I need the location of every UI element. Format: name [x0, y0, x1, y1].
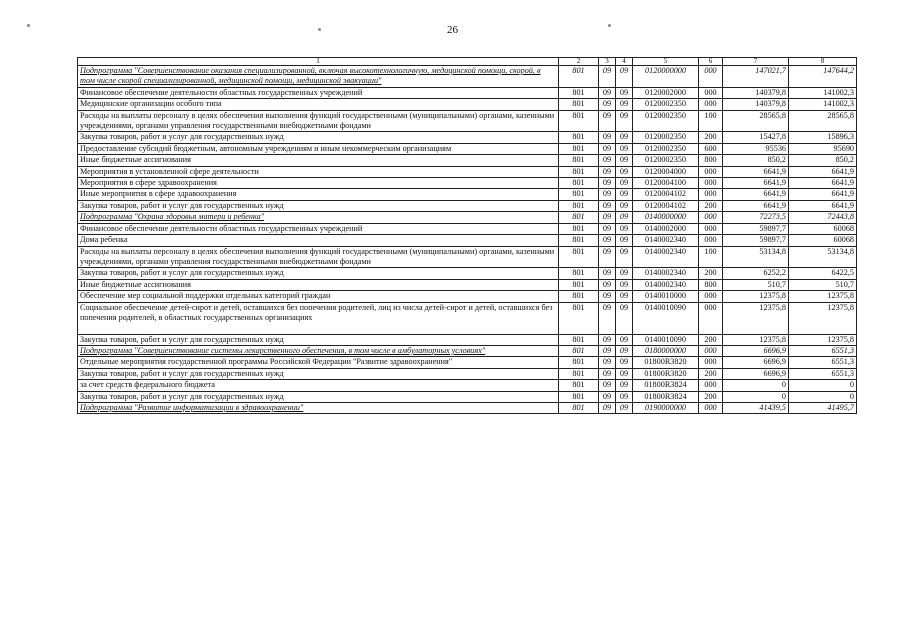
table-body [78, 58, 857, 414]
expense-type-cell: 000 [699, 291, 723, 302]
row-name-cell: Закупка товаров, работ и услуг для государственных нужд [78, 132, 559, 143]
amount-year2-cell: 12375,8 [789, 302, 857, 334]
subsection-code-cell: 09 [616, 391, 633, 402]
chapter-code-cell: 09 [599, 345, 616, 356]
amount-year1-cell: 140379,8 [723, 99, 789, 110]
expense-type-cell: 000 [699, 166, 723, 177]
amount-year2-cell: 141002,3 [789, 87, 857, 98]
amount-year2-cell: 6641,9 [789, 166, 857, 177]
chapter-code-cell: 09 [599, 143, 616, 154]
expense-type-cell: 200 [699, 132, 723, 143]
subsection-code-cell: 09 [616, 302, 633, 334]
chapter-code-cell: 09 [599, 357, 616, 368]
amount-year1-cell: 147021,7 [723, 66, 789, 88]
expense-type-cell: 800 [699, 279, 723, 290]
chapter-code-cell: 09 [599, 132, 616, 143]
chapter-code-cell: 09 [599, 235, 616, 246]
scan-speck [318, 28, 321, 31]
header-cell: 8 [789, 58, 857, 66]
table-row [78, 178, 857, 189]
section-code-cell: 801 [559, 110, 599, 132]
row-name-cell: Иные бюджетные ассигнования [78, 155, 559, 166]
table-row [78, 66, 857, 88]
amount-year1-cell: 6696,9 [723, 357, 789, 368]
subsection-code-cell: 09 [616, 178, 633, 189]
chapter-code-cell: 09 [599, 268, 616, 279]
subsection-code-cell: 09 [616, 66, 633, 88]
scan-speck [27, 24, 30, 27]
table-row [78, 402, 857, 413]
table-row [78, 110, 857, 132]
target-article-cell: 0140002340 [633, 246, 699, 268]
row-name-cell: Медицинские организации особого типа [78, 99, 559, 110]
table-row [78, 334, 857, 345]
section-code-cell: 801 [559, 268, 599, 279]
section-code-cell: 801 [559, 189, 599, 200]
target-article-cell: 0120004100 [633, 178, 699, 189]
amount-year2-cell: 147644,2 [789, 66, 857, 88]
expense-type-cell: 000 [699, 345, 723, 356]
section-code-cell: 801 [559, 391, 599, 402]
section-code-cell: 801 [559, 223, 599, 234]
subsection-code-cell: 09 [616, 189, 633, 200]
scan-speck [608, 24, 611, 27]
amount-year2-cell: 72443,8 [789, 212, 857, 223]
target-article-cell: 01800R3820 [633, 368, 699, 379]
amount-year1-cell: 59897,7 [723, 235, 789, 246]
expense-type-cell: 000 [699, 402, 723, 413]
chapter-code-cell: 09 [599, 178, 616, 189]
section-code-cell: 801 [559, 345, 599, 356]
chapter-code-cell: 09 [599, 66, 616, 88]
amount-year1-cell: 0 [723, 391, 789, 402]
subsection-code-cell: 09 [616, 212, 633, 223]
header-cell: 4 [616, 58, 633, 66]
target-article-cell: 0140002340 [633, 235, 699, 246]
expense-type-cell: 000 [699, 357, 723, 368]
header-cell: 5 [633, 58, 699, 66]
subsection-code-cell: 09 [616, 223, 633, 234]
subsection-code-cell: 09 [616, 235, 633, 246]
expense-type-cell: 200 [699, 200, 723, 211]
header-cell: 6 [699, 58, 723, 66]
amount-year2-cell: 141002,3 [789, 99, 857, 110]
amount-year2-cell: 60068 [789, 235, 857, 246]
section-code-cell: 801 [559, 357, 599, 368]
subsection-code-cell: 09 [616, 155, 633, 166]
amount-year2-cell: 850,2 [789, 155, 857, 166]
chapter-code-cell: 09 [599, 279, 616, 290]
table-row [78, 246, 857, 268]
row-name-cell: Расходы на выплаты персоналу в целях обеспечения выполнения функций государственными (муниципальными) органами, казенными учреждениями, органами управления государственными внебюджетными фондами [78, 246, 559, 268]
chapter-code-cell: 09 [599, 87, 616, 98]
row-name-cell: Закупка товаров, работ и услуг для государственных нужд [78, 200, 559, 211]
target-article-cell: 01800R3824 [633, 380, 699, 391]
row-name-cell: Отдельные мероприятия государственной программы Российской Федерации "Развитие здравоохранения" [78, 357, 559, 368]
table-row [78, 212, 857, 223]
section-code-cell: 801 [559, 66, 599, 88]
chapter-code-cell: 09 [599, 212, 616, 223]
amount-year1-cell: 12375,8 [723, 334, 789, 345]
subsection-code-cell: 09 [616, 143, 633, 154]
subsection-code-cell: 09 [616, 291, 633, 302]
chapter-code-cell: 09 [599, 380, 616, 391]
expense-type-cell: 000 [699, 212, 723, 223]
section-code-cell: 801 [559, 246, 599, 268]
header-cell: 7 [723, 58, 789, 66]
subsection-code-cell: 09 [616, 110, 633, 132]
amount-year2-cell: 12375,8 [789, 334, 857, 345]
row-name-cell: Расходы на выплаты персоналу в целях обеспечения выполнения функций государственными (муниципальными) органами, казенными учреждениями, органами управления государственными внебюджетными фондами [78, 110, 559, 132]
section-code-cell: 801 [559, 132, 599, 143]
amount-year1-cell: 15427,8 [723, 132, 789, 143]
subsection-code-cell: 09 [616, 334, 633, 345]
section-code-cell: 801 [559, 99, 599, 110]
section-code-cell: 801 [559, 143, 599, 154]
subsection-code-cell: 09 [616, 268, 633, 279]
amount-year2-cell: 6641,9 [789, 200, 857, 211]
budget-table [77, 57, 857, 414]
amount-year2-cell: 53134,8 [789, 246, 857, 268]
page-number: 26 [447, 24, 458, 36]
section-code-cell: 801 [559, 291, 599, 302]
expense-type-cell: 000 [699, 87, 723, 98]
subsection-code-cell: 09 [616, 132, 633, 143]
table-row [78, 368, 857, 379]
subsection-code-cell: 09 [616, 402, 633, 413]
target-article-cell: 0140002340 [633, 279, 699, 290]
chapter-code-cell: 09 [599, 391, 616, 402]
chapter-code-cell: 09 [599, 402, 616, 413]
chapter-code-cell: 09 [599, 200, 616, 211]
amount-year1-cell: 6696,9 [723, 368, 789, 379]
table-row [78, 268, 857, 279]
subsection-code-cell: 09 [616, 246, 633, 268]
target-article-cell: 0120004102 [633, 189, 699, 200]
subsection-code-cell: 09 [616, 380, 633, 391]
expense-type-cell: 000 [699, 380, 723, 391]
row-name-cell: Подпрограмма "Совершенствование оказания специализированной, включая высокотехнологичную, медицинской помощи, скорой, в том числе скорой специализированной, медицинской помощи, медицинской эвакуации" [78, 66, 559, 88]
chapter-code-cell: 09 [599, 246, 616, 268]
amount-year1-cell: 12375,8 [723, 291, 789, 302]
subsection-code-cell: 09 [616, 279, 633, 290]
table-row [78, 143, 857, 154]
target-article-cell: 0140010090 [633, 302, 699, 334]
subsection-code-cell: 09 [616, 200, 633, 211]
section-code-cell: 801 [559, 368, 599, 379]
chapter-code-cell: 09 [599, 99, 616, 110]
subsection-code-cell: 09 [616, 166, 633, 177]
table-row [78, 235, 857, 246]
target-article-cell: 01800R3820 [633, 357, 699, 368]
row-name-cell: Иные мероприятия в сфере здравоохранения [78, 189, 559, 200]
target-article-cell: 0140000000 [633, 212, 699, 223]
amount-year1-cell: 41439,5 [723, 402, 789, 413]
amount-year1-cell: 6252,2 [723, 268, 789, 279]
chapter-code-cell: 09 [599, 110, 616, 132]
expense-type-cell: 000 [699, 99, 723, 110]
subsection-code-cell: 09 [616, 345, 633, 356]
row-name-cell: Обеспечение мер социальной поддержки отдельных категорий граждан [78, 291, 559, 302]
target-article-cell: 0180000000 [633, 345, 699, 356]
amount-year1-cell: 6641,9 [723, 178, 789, 189]
header-cell: 1 [78, 58, 559, 66]
expense-type-cell: 000 [699, 178, 723, 189]
section-code-cell: 801 [559, 178, 599, 189]
amount-year2-cell: 6551,3 [789, 345, 857, 356]
table-row [78, 345, 857, 356]
target-article-cell: 0120002350 [633, 143, 699, 154]
row-name-cell: Закупка товаров, работ и услуг для государственных нужд [78, 268, 559, 279]
section-code-cell: 801 [559, 279, 599, 290]
section-code-cell: 801 [559, 334, 599, 345]
section-code-cell: 801 [559, 155, 599, 166]
expense-type-cell: 200 [699, 268, 723, 279]
subsection-code-cell: 09 [616, 357, 633, 368]
amount-year2-cell: 0 [789, 391, 857, 402]
chapter-code-cell: 09 [599, 155, 616, 166]
amount-year1-cell: 6696,9 [723, 345, 789, 356]
expense-type-cell: 200 [699, 391, 723, 402]
target-article-cell: 0120000000 [633, 66, 699, 88]
chapter-code-cell: 09 [599, 189, 616, 200]
row-name-cell: Подпрограмма "Охрана здоровья матери и ребенка" [78, 212, 559, 223]
target-article-cell: 0190000000 [633, 402, 699, 413]
section-code-cell: 801 [559, 212, 599, 223]
target-article-cell: 0120002350 [633, 155, 699, 166]
amount-year1-cell: 6641,9 [723, 200, 789, 211]
row-name-cell: Подпрограмма "Совершенствование системы лекарственного обеспечения, в том числе в амбулаторных условиях" [78, 345, 559, 356]
table-row [78, 380, 857, 391]
chapter-code-cell: 09 [599, 302, 616, 334]
amount-year1-cell: 0 [723, 380, 789, 391]
expense-type-cell: 000 [699, 66, 723, 88]
amount-year2-cell: 95690 [789, 143, 857, 154]
expense-type-cell: 000 [699, 223, 723, 234]
amount-year2-cell: 15896,3 [789, 132, 857, 143]
row-name-cell: Закупка товаров, работ и услуг для государственных нужд [78, 334, 559, 345]
row-name-cell: Дома ребенка [78, 235, 559, 246]
header-cell: 2 [559, 58, 599, 66]
table-row [78, 391, 857, 402]
row-name-cell: Мероприятия в установленной сфере деятельности [78, 166, 559, 177]
table-row [78, 302, 857, 334]
row-name-cell: Подпрограмма "Развитие информатизации в здравоохранении" [78, 402, 559, 413]
amount-year1-cell: 59897,7 [723, 223, 789, 234]
amount-year2-cell: 510,7 [789, 279, 857, 290]
section-code-cell: 801 [559, 302, 599, 334]
table-row [78, 357, 857, 368]
amount-year2-cell: 6641,9 [789, 178, 857, 189]
amount-year2-cell: 6551,3 [789, 357, 857, 368]
amount-year1-cell: 6641,9 [723, 189, 789, 200]
chapter-code-cell: 09 [599, 291, 616, 302]
row-name-cell: Предоставление субсидий бюджетным, автономным учреждениям и иным некоммерческим организациям [78, 143, 559, 154]
row-name-cell: Закупка товаров, работ и услуг для государственных нужд [78, 368, 559, 379]
target-article-cell: 0140010090 [633, 334, 699, 345]
expense-type-cell: 000 [699, 189, 723, 200]
amount-year2-cell: 41495,7 [789, 402, 857, 413]
target-article-cell: 0140002000 [633, 223, 699, 234]
chapter-code-cell: 09 [599, 166, 616, 177]
target-article-cell: 0120002350 [633, 99, 699, 110]
table-row [78, 223, 857, 234]
section-code-cell: 801 [559, 380, 599, 391]
row-name-cell: Финансовое обеспечение деятельности областных государственных учреждений [78, 87, 559, 98]
table-row [78, 99, 857, 110]
amount-year2-cell: 6422,5 [789, 268, 857, 279]
expense-type-cell: 800 [699, 155, 723, 166]
expense-type-cell: 600 [699, 143, 723, 154]
target-article-cell: 0140002340 [633, 268, 699, 279]
target-article-cell: 0120004000 [633, 166, 699, 177]
row-name-cell: Закупка товаров, работ и услуг для государственных нужд [78, 391, 559, 402]
expense-type-cell: 100 [699, 246, 723, 268]
table-header-row [78, 58, 857, 66]
target-article-cell: 0140010000 [633, 291, 699, 302]
amount-year2-cell: 12375,8 [789, 291, 857, 302]
section-code-cell: 801 [559, 166, 599, 177]
amount-year2-cell: 6551,3 [789, 368, 857, 379]
target-article-cell: 0120002350 [633, 132, 699, 143]
amount-year2-cell: 0 [789, 380, 857, 391]
header-cell: 3 [599, 58, 616, 66]
section-code-cell: 801 [559, 87, 599, 98]
row-name-cell: Мероприятия в сфере здравоохранения [78, 178, 559, 189]
table-row [78, 200, 857, 211]
subsection-code-cell: 09 [616, 99, 633, 110]
table-row [78, 291, 857, 302]
amount-year1-cell: 140379,8 [723, 87, 789, 98]
table-row [78, 279, 857, 290]
section-code-cell: 801 [559, 402, 599, 413]
table-row [78, 155, 857, 166]
target-article-cell: 0120004102 [633, 200, 699, 211]
table-row [78, 166, 857, 177]
table-row [78, 189, 857, 200]
expense-type-cell: 000 [699, 302, 723, 334]
amount-year2-cell: 6641,9 [789, 189, 857, 200]
amount-year2-cell: 28565,8 [789, 110, 857, 132]
expense-type-cell: 200 [699, 334, 723, 345]
amount-year1-cell: 12375,8 [723, 302, 789, 334]
amount-year1-cell: 95536 [723, 143, 789, 154]
amount-year1-cell: 53134,8 [723, 246, 789, 268]
amount-year1-cell: 6641,9 [723, 166, 789, 177]
chapter-code-cell: 09 [599, 334, 616, 345]
amount-year2-cell: 60068 [789, 223, 857, 234]
section-code-cell: 801 [559, 200, 599, 211]
table-row [78, 87, 857, 98]
target-article-cell: 0120002350 [633, 110, 699, 132]
amount-year1-cell: 850,2 [723, 155, 789, 166]
subsection-code-cell: 09 [616, 87, 633, 98]
section-code-cell: 801 [559, 235, 599, 246]
chapter-code-cell: 09 [599, 368, 616, 379]
target-article-cell: 01800R3824 [633, 391, 699, 402]
row-name-cell: Финансовое обеспечение деятельности областных государственных учреждений [78, 223, 559, 234]
row-name-cell: Социальное обеспечение детей-сирот и детей, оставшихся без попечения родителей, лиц из числа детей-сирот и детей, оставшихся без попечения родителей, в областных государственных организациях [78, 302, 559, 334]
amount-year1-cell: 28565,8 [723, 110, 789, 132]
amount-year1-cell: 510,7 [723, 279, 789, 290]
expense-type-cell: 100 [699, 110, 723, 132]
amount-year1-cell: 72273,5 [723, 212, 789, 223]
chapter-code-cell: 09 [599, 223, 616, 234]
row-name-cell: за счет средств федерального бюджета [78, 380, 559, 391]
expense-type-cell: 000 [699, 235, 723, 246]
expense-type-cell: 200 [699, 368, 723, 379]
table-row [78, 132, 857, 143]
subsection-code-cell: 09 [616, 368, 633, 379]
target-article-cell: 0120002000 [633, 87, 699, 98]
row-name-cell: Иные бюджетные ассигнования [78, 279, 559, 290]
